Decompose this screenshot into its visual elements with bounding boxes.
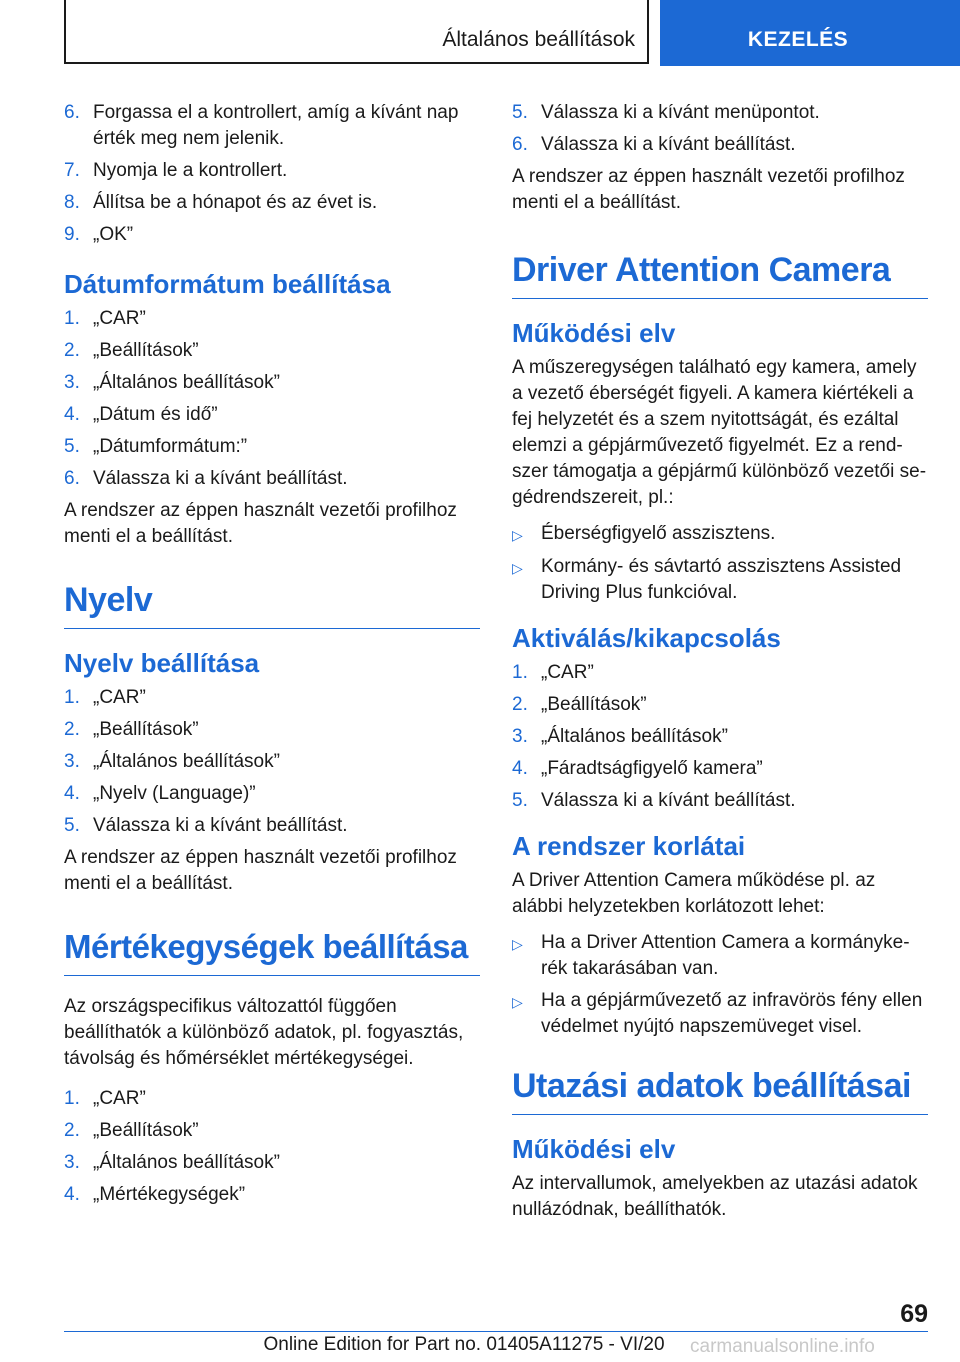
steps-language xyxy=(64,685,480,839)
list-item xyxy=(64,749,480,775)
dac-principle-text: A műszeregységen található egy kamera, amely a vezető éberségét figyeli. A kamera kiértékeli a fej helyzetét és a szem nyitottságát, és ezáltal elemzi a gépjárművezető figyelmét. Ez a rendszer támogatja a gépjármű különböző vezetői segédrendszereit, pl.: xyxy=(512,357,927,508)
step-number: 5. xyxy=(512,102,528,123)
step-number: 3. xyxy=(64,1152,80,1173)
steps-activation xyxy=(512,660,928,814)
bullet-text: Ha a gépjárművezető az infravörös fény ellen védelmet nyújtó napszemüveget visel. xyxy=(541,990,923,1037)
step-number: 1. xyxy=(512,662,528,683)
date-format-note: A rendszer az éppen használt vezetői profilhoz menti el a beállítást. xyxy=(64,500,457,547)
list-item xyxy=(512,100,928,126)
list-item xyxy=(64,190,480,216)
list-item xyxy=(512,756,928,782)
right-column xyxy=(512,100,928,1229)
list-item xyxy=(512,692,928,718)
step-text: Válassza ki a kívánt menüpontot. xyxy=(541,102,820,123)
list-item xyxy=(512,660,928,686)
step-text: „CAR” xyxy=(93,1088,146,1109)
language-heading: Nyelv xyxy=(64,580,480,629)
step-number: 6. xyxy=(64,468,80,489)
steps-date-format xyxy=(64,306,480,492)
step-number: 4. xyxy=(64,783,80,804)
language-note: A rendszer az éppen használt vezetői profilhoz menti el a beállítást. xyxy=(64,847,457,894)
step-text: „Fáradtságfigyelő kamera” xyxy=(541,758,763,779)
date-format-heading: Dátumformátum beállítása xyxy=(64,269,391,299)
watermark: carmanualsonline.info xyxy=(690,1336,875,1357)
header-title-box xyxy=(64,0,649,64)
left-column xyxy=(64,100,480,1214)
list-item xyxy=(64,100,480,152)
step-text: „CAR” xyxy=(93,687,146,708)
list-item xyxy=(64,466,480,492)
step-number: 4. xyxy=(512,758,528,779)
list-item xyxy=(64,1118,480,1144)
dac-activation-heading: Aktiválás/kikapcsolás xyxy=(512,623,781,653)
step-text: Válassza ki a kívánt beállítást. xyxy=(541,790,796,811)
step-number: 4. xyxy=(64,404,80,425)
header-section-label: KEZELÉS xyxy=(747,28,849,51)
step-text: „Beállítások” xyxy=(541,694,647,715)
step-number: 9. xyxy=(64,224,80,245)
step-number: 6. xyxy=(64,102,80,123)
trip-heading: Utazási adatok beállításai xyxy=(512,1066,928,1115)
triangle-bullet-icon: ▷ xyxy=(512,527,523,543)
steps-continued xyxy=(512,100,928,158)
step-number: 8. xyxy=(64,192,80,213)
step-number: 3. xyxy=(512,726,528,747)
page-number: 69 xyxy=(900,1300,928,1328)
step-text: Válassza ki a kívánt beállítást. xyxy=(93,468,348,489)
step-text: „OK” xyxy=(93,224,134,245)
step-text: „Beállítások” xyxy=(93,1120,199,1141)
dac-assistants-list xyxy=(512,521,928,606)
footer-divider xyxy=(64,1331,928,1332)
dac-limits-heading: A rendszer korlátai xyxy=(512,831,746,861)
step-number: 5. xyxy=(64,815,80,836)
triangle-bullet-icon: ▷ xyxy=(512,936,523,952)
dac-heading: Driver Attention Camera xyxy=(512,250,928,299)
step-number: 4. xyxy=(64,1184,80,1205)
list-item xyxy=(64,781,480,807)
step-text: „Beállítások” xyxy=(93,340,199,361)
step-number: 2. xyxy=(64,719,80,740)
step-text: „CAR” xyxy=(93,308,146,329)
list-item xyxy=(64,717,480,743)
step-text: „Általános beállítások” xyxy=(93,751,280,772)
steps-date-setting xyxy=(64,100,480,248)
bullet-text: Ha a Driver Attention Camera a kormánykerék takarásában van. xyxy=(541,932,910,979)
list-item xyxy=(512,988,928,1040)
list-item xyxy=(64,402,480,428)
header-section-tab xyxy=(660,0,960,66)
step-text: Nyomja le a kontrollert. xyxy=(93,160,288,181)
list-item xyxy=(512,724,928,750)
list-item xyxy=(64,685,480,711)
list-item xyxy=(64,434,480,460)
step-number: 5. xyxy=(512,790,528,811)
bullet-text: Kormány- és sávtartó asszisztens Assisted Driving Plus funkcióval. xyxy=(541,556,902,603)
dac-limits-text: A Driver Attention Camera működése pl. az alábbi helyzetekben korlátozott lehet: xyxy=(512,870,876,917)
step-number: 2. xyxy=(512,694,528,715)
step-text: Válassza ki a kívánt beállítást. xyxy=(93,815,348,836)
step-number: 1. xyxy=(64,687,80,708)
triangle-bullet-icon: ▷ xyxy=(512,560,523,576)
list-item xyxy=(512,521,928,548)
list-item xyxy=(512,788,928,814)
list-item xyxy=(64,813,480,839)
step-text: „Általános beállítások” xyxy=(93,372,280,393)
list-item xyxy=(64,306,480,332)
dac-limits-list xyxy=(512,930,928,1040)
step-text: „Általános beállítások” xyxy=(93,1152,280,1173)
list-item xyxy=(64,1150,480,1176)
step-text: „Beállítások” xyxy=(93,719,199,740)
list-item xyxy=(64,1182,480,1208)
list-item xyxy=(64,222,480,248)
step-number: 6. xyxy=(512,134,528,155)
list-item xyxy=(512,132,928,158)
units-heading: Mértékegységek beállítása xyxy=(64,927,480,976)
step-text: „Általános beállítások” xyxy=(541,726,728,747)
step-text: „Dátumformátum:” xyxy=(93,436,248,457)
step-number: 1. xyxy=(64,308,80,329)
step-number: 7. xyxy=(64,160,80,181)
step-number: 2. xyxy=(64,1120,80,1141)
list-item xyxy=(512,554,928,606)
header-title: Általános beállítások xyxy=(442,28,635,51)
trip-subheading: Működési elv xyxy=(512,1134,676,1164)
step-text: „Nyelv (Language)” xyxy=(93,783,256,804)
steps-units xyxy=(64,1086,480,1208)
step-text: Válassza ki a kívánt beállítást. xyxy=(541,134,796,155)
step-number: 2. xyxy=(64,340,80,361)
step-text: „Dátum és idő” xyxy=(93,404,218,425)
list-item xyxy=(64,338,480,364)
footer-edition: Online Edition for Part no. 01405A11275 - VI/20 xyxy=(263,1334,665,1355)
dac-principle-heading: Működési elv xyxy=(512,318,676,348)
step-text: Forgassa el a kontrollert, amíg a kívánt nap érték meg nem jelenik. xyxy=(93,102,459,149)
list-item xyxy=(512,930,928,982)
step-number: 5. xyxy=(64,436,80,457)
step-text: Állítsa be a hónapot és az évet is. xyxy=(93,192,378,213)
step-text: „Mértékegységek” xyxy=(93,1184,246,1205)
trip-text: Az intervallumok, amelyekben az utazási adatok nullázódnak, beállíthatók. xyxy=(512,1173,918,1220)
step-number: 1. xyxy=(64,1088,80,1109)
list-item xyxy=(64,1086,480,1112)
triangle-bullet-icon: ▷ xyxy=(512,994,523,1010)
step-number: 3. xyxy=(64,372,80,393)
language-subheading: Nyelv beállítása xyxy=(64,648,260,678)
list-item xyxy=(64,158,480,184)
units-intro: Az országspecifikus változattól függően beállíthatók a különböző adatok, pl. fogyasztás, távolság és hőmérséklet mértékegységei. xyxy=(64,996,464,1069)
continued-note: A rendszer az éppen használt vezetői profilhoz menti el a beállítást. xyxy=(512,166,905,213)
step-text: „CAR” xyxy=(541,662,594,683)
list-item xyxy=(64,370,480,396)
step-number: 3. xyxy=(64,751,80,772)
bullet-text: Éberségfigyelő asszisztens. xyxy=(541,523,776,544)
